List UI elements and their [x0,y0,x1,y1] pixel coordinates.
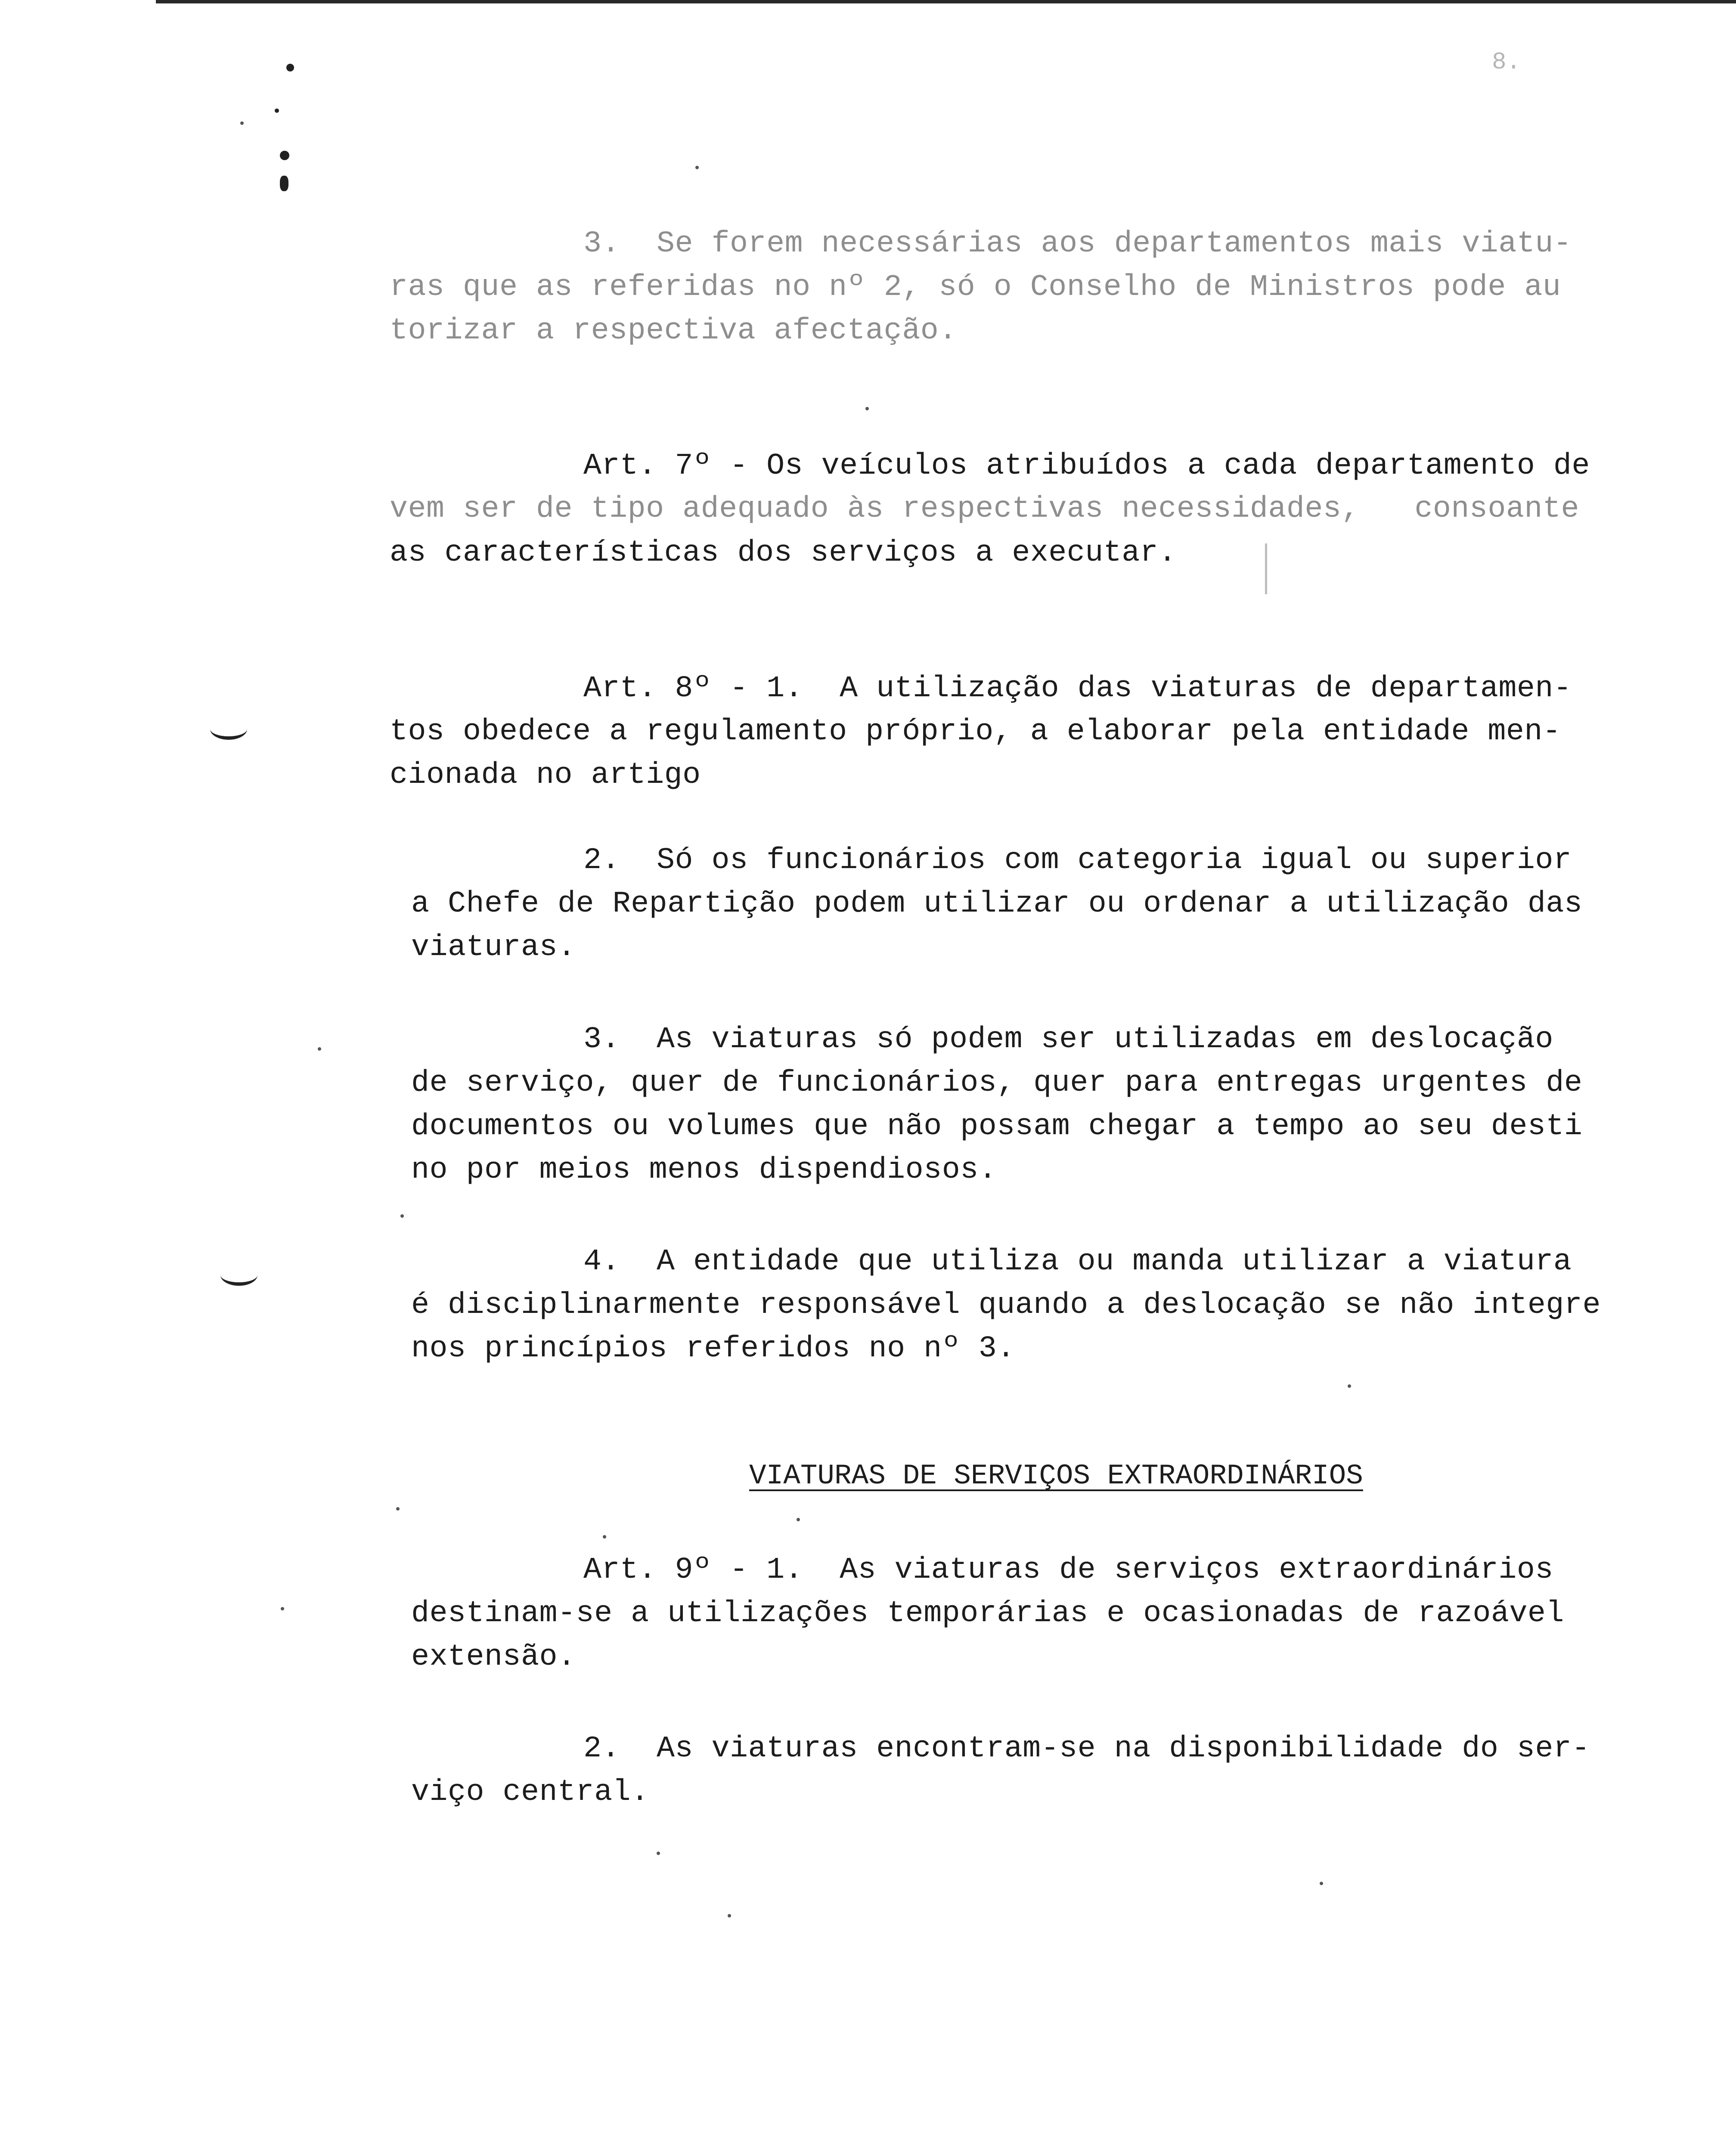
scan-speck [657,1852,660,1855]
scan-speck [1348,1384,1351,1388]
article-8-paragraph-4-line: é disciplinarmente responsável quando a deslocação se não integre [411,1288,1601,1322]
binder-mark [275,109,279,113]
article-7-line: vem ser de tipo adequado às respectivas necessidades, consoante [390,492,1579,526]
article-8-paragraph-1-line: cionada no artigo [390,758,701,792]
article-8-paragraph-3-line: 3. As viaturas só podem ser utilizadas em deslocação [583,1023,1553,1057]
article-8-paragraph-4-line: nos princípios referidos no nº 3. [411,1332,1015,1366]
scan-speck [400,1214,404,1218]
page-number: 8. [1492,48,1521,76]
article-8-paragraph-1-line: tos obedece a regulamento próprio, a elaborar pela entidade men- [390,715,1561,749]
scan-speck [281,1607,284,1610]
article-7-line: as características dos serviços a executar. [390,536,1177,570]
margin-mark [220,1264,257,1286]
binder-mark [280,176,288,191]
article-9-paragraph-2-line: viço central. [411,1775,649,1809]
article-8-paragraph-2-line: viaturas. [411,931,576,965]
article-7-line: Art. 7º - Os veículos atribuídos a cada departamento de [583,449,1590,483]
binder-mark [280,151,289,160]
article-6-paragraph-3-line: 3. Se forem necessárias aos departamentos mais viatu- [583,227,1572,261]
scan-speck [865,407,869,410]
scan-speck [695,166,699,169]
scan-speck [318,1047,321,1051]
scan-speck [728,1914,731,1917]
article-9-paragraph-1-line: Art. 9º - 1. As viaturas de serviços extraordinários [583,1553,1553,1587]
scan-speck [396,1507,400,1511]
margin-line [1265,543,1267,594]
article-8-paragraph-3-line: de serviço, quer de funcionários, quer para entregas urgentes de [411,1066,1583,1100]
article-8-paragraph-2-line: a Chefe de Repartição podem utilizar ou ordenar a utilização das [411,887,1583,921]
article-8-paragraph-3-line: no por meios menos dispendiosos. [411,1153,997,1187]
section-heading: VIATURAS DE SERVIÇOS EXTRAORDINÁRIOS [749,1460,1363,1492]
article-8-paragraph-4-line: 4. A entidade que utiliza ou manda utilizar a viatura [583,1245,1572,1279]
article-6-paragraph-3-line: torizar a respectiva afectação. [390,314,957,348]
article-6-paragraph-3-line: ras que as referidas no nº 2, só o Conselho de Ministros pode au [390,270,1561,304]
scan-speck [240,121,244,125]
article-8-paragraph-3-line: documentos ou volumes que não possam chegar a tempo ao seu desti [411,1110,1583,1144]
scan-speck [603,1535,606,1539]
article-8-paragraph-1-line: Art. 8º - 1. A utilização das viaturas de departamen- [583,672,1572,706]
scan-speck [1320,1882,1323,1885]
binder-mark [286,64,294,71]
top-rule [156,0,1736,3]
article-9-paragraph-2-line: 2. As viaturas encontram-se na disponibilidade do ser- [583,1732,1590,1766]
scan-speck [797,1518,800,1521]
article-9-paragraph-1-line: destinam-se a utilizações temporárias e ocasionadas de razoável [411,1597,1564,1631]
margin-mark [210,718,247,740]
article-9-paragraph-1-line: extensão. [411,1640,576,1674]
article-8-paragraph-2-line: 2. Só os funcionários com categoria igual ou superior [583,844,1572,878]
